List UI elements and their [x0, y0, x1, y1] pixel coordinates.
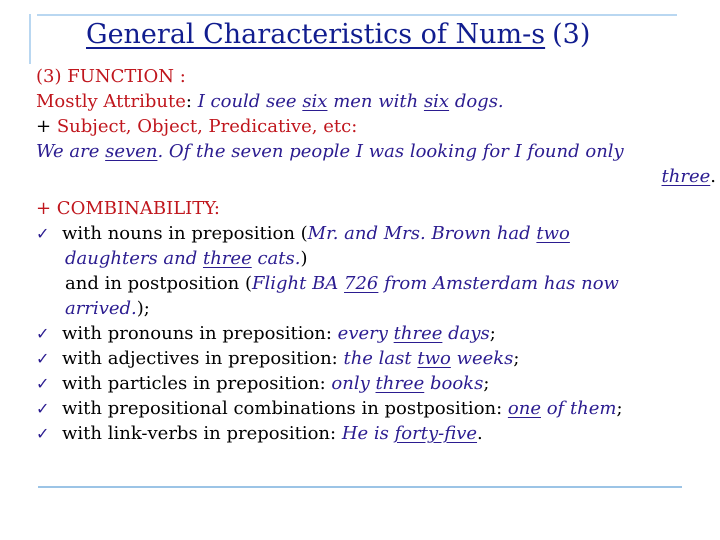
- list-item-adjectives: [36, 346, 716, 371]
- pronouns-example-3: days: [442, 323, 490, 344]
- nouns-close-paren: ): [300, 248, 308, 269]
- frame-bottom-rule: [38, 486, 682, 488]
- postposition-example-726: 726: [344, 273, 379, 294]
- particles-text: with particles in preposition:: [62, 373, 332, 394]
- adjectives-semicolon: ;: [513, 348, 520, 369]
- list-item-prepositional: [36, 396, 716, 421]
- nouns-example-1: Mr. and Mrs. Brown had: [307, 223, 537, 244]
- postposition-example-arrived: arrived.: [65, 298, 137, 319]
- check-icon: ✓: [36, 324, 50, 343]
- nouns-text-1: with nouns in preposition (: [62, 223, 308, 244]
- postposition-text-1: and in postposition (: [65, 273, 252, 294]
- pronouns-example-1: every: [337, 323, 394, 344]
- postposition-example-1: Flight BA: [252, 273, 345, 294]
- list-item-particles: [36, 371, 716, 396]
- attribute-example-3: men with: [327, 91, 424, 112]
- list-item-postposition-cont: [36, 296, 716, 321]
- slide-title: [86, 17, 590, 53]
- adjectives-example-3: weeks: [450, 348, 514, 369]
- slide-title-number: (3): [552, 19, 591, 50]
- pronouns-semicolon: ;: [489, 323, 496, 344]
- check-icon: ✓: [36, 399, 50, 418]
- list-item-link-verbs: [36, 421, 716, 446]
- we-part-1: We are: [36, 141, 106, 162]
- subject-label: Subject, Object, Predicative, etc:: [56, 116, 358, 137]
- list-item-nouns: [36, 221, 716, 246]
- particles-example-3: books: [424, 373, 484, 394]
- particles-example-1: only: [331, 373, 376, 394]
- attribute-example-5: dogs.: [449, 91, 504, 112]
- we-line-cont: [36, 164, 716, 189]
- check-icon: ✓: [36, 349, 50, 368]
- particles-semicolon: ;: [483, 373, 490, 394]
- particles-example-three: three: [375, 373, 425, 394]
- we-part-3: . Of the seven people I was looking for I found only: [157, 141, 624, 162]
- link-verbs-period: .: [477, 423, 483, 444]
- nouns-example-3: daughters and: [65, 248, 203, 269]
- link-verbs-example-forty-five: forty-five: [394, 423, 478, 444]
- function-heading: (3) FUNCTION :: [36, 66, 186, 87]
- we-period: .: [710, 166, 716, 187]
- list-item-postposition: [36, 271, 716, 296]
- prepositional-example-2: of them: [541, 398, 617, 419]
- adjectives-example-1: the last: [343, 348, 418, 369]
- we-seven: seven: [105, 141, 158, 162]
- prepositional-example-one: one: [507, 398, 541, 419]
- we-line: [36, 139, 716, 164]
- frame-left-rule: [29, 14, 31, 64]
- slide-title-text: General Characteristics of Num-s: [86, 19, 546, 50]
- subject-plus: +: [36, 116, 57, 137]
- check-icon: ✓: [36, 374, 50, 393]
- check-icon: ✓: [36, 424, 50, 443]
- pronouns-text: with pronouns in preposition:: [62, 323, 338, 344]
- postposition-example-3: from Amsterdam has now: [378, 273, 619, 294]
- list-item-nouns-cont: [36, 246, 716, 271]
- combinability-heading: + COMBINABILITY:: [36, 198, 220, 219]
- nouns-example-two: two: [536, 223, 570, 244]
- postposition-close: );: [136, 298, 150, 319]
- link-verbs-example-1: He is: [341, 423, 395, 444]
- subject-line: [36, 114, 716, 139]
- list-item-pronouns: [36, 321, 716, 346]
- attribute-example-six-1: six: [302, 91, 328, 112]
- attribute-example-six-2: six: [423, 91, 450, 112]
- adjectives-example-two: two: [417, 348, 451, 369]
- frame-top-rule: [37, 14, 677, 16]
- attribute-example-1: I could see: [197, 91, 303, 112]
- nouns-example-5: cats.: [251, 248, 301, 269]
- adjectives-text: with adjectives in preposition:: [62, 348, 344, 369]
- attribute-line: [36, 89, 716, 114]
- link-verbs-text: with link-verbs in preposition:: [62, 423, 342, 444]
- prepositional-text: with prepositional combinations in postposition:: [62, 398, 508, 419]
- slide-body: [36, 64, 716, 446]
- check-icon: ✓: [36, 224, 50, 243]
- attribute-label: Mostly Attribute: [36, 91, 186, 112]
- prepositional-semicolon: ;: [616, 398, 623, 419]
- nouns-example-three: three: [202, 248, 252, 269]
- attribute-colon: :: [185, 91, 198, 112]
- pronouns-example-three: three: [393, 323, 443, 344]
- we-three: three: [661, 166, 711, 187]
